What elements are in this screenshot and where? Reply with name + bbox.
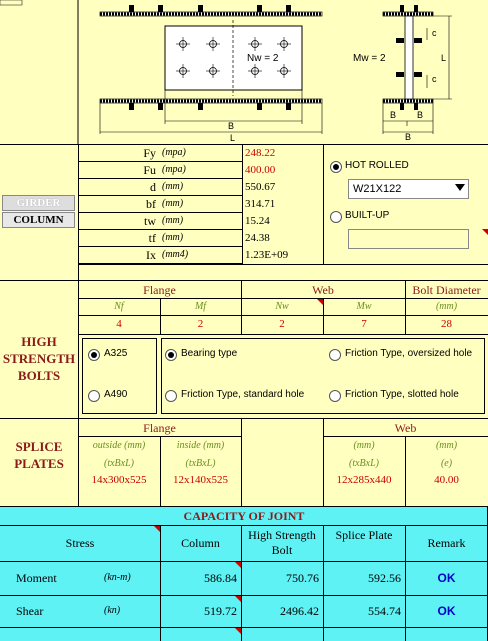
bolt-col-header: Mw — [356, 301, 372, 312]
bolt-col-header: Nw — [275, 301, 289, 312]
column-capacity: 519.72 — [204, 604, 237, 618]
bolt-capacity: 750.76 — [286, 571, 319, 585]
remark-header: Remark — [427, 536, 466, 550]
stress-name: Moment — [16, 571, 57, 585]
property-unit: (mm) — [162, 181, 184, 192]
svg-text:L: L — [441, 53, 447, 63]
bolt-header: High Strength Bolt — [248, 528, 316, 557]
property-value: 550.67 — [245, 181, 276, 193]
friction-standard-radio[interactable] — [165, 390, 177, 402]
web-txbxl: (txBxL) — [349, 458, 379, 469]
hot-rolled-radio[interactable] — [330, 161, 342, 173]
property-value: 314.71 — [245, 198, 276, 210]
girder-button[interactable]: GIRDER — [2, 195, 75, 211]
bolt-col-value[interactable]: 7 — [361, 318, 367, 330]
a490-label: A490 — [104, 389, 128, 400]
web-mm-header: (mm) — [353, 440, 375, 451]
plate-capacity: 554.74 — [368, 604, 401, 618]
friction-slotted-radio[interactable] — [329, 390, 341, 402]
bearing-type-label: Bearing type — [181, 348, 238, 359]
property-unit: (mpa) — [162, 164, 186, 175]
splice-elevation-diagram — [0, 0, 488, 144]
property-unit: (mm) — [162, 232, 184, 243]
friction-slotted-label: Friction Type, slotted hole — [345, 389, 459, 400]
property-value: 24.38 — [245, 232, 270, 244]
property-value[interactable]: 248.22 — [245, 147, 276, 159]
remark-status: OK — [437, 571, 456, 585]
property-name: Fu — [143, 163, 156, 177]
a325-radio[interactable] — [88, 349, 100, 361]
property-unit: (mm) — [162, 215, 184, 226]
outside-header: outside (mm) — [92, 440, 146, 451]
stress-unit: (kn-m) — [104, 572, 131, 583]
property-name: tf — [148, 231, 156, 245]
hot-rolled-label: HOT ROLLED — [345, 160, 409, 171]
column-header: Column — [181, 536, 220, 550]
built-up-radio[interactable] — [330, 211, 342, 223]
stress-name: Shear — [16, 604, 44, 618]
property-unit: (mpa) — [162, 147, 186, 158]
splice-web-header: Web — [394, 421, 417, 435]
web-e-value[interactable]: 40.00 — [434, 474, 459, 486]
stress-header: Stress — [65, 536, 95, 550]
plate-header: Splice Plate — [335, 528, 393, 542]
inside-header: inside (mm) — [176, 440, 225, 451]
column-capacity: 586.84 — [204, 571, 237, 585]
bolts-section-label: HIGH STRENGTH BOLTS — [2, 334, 76, 383]
friction-oversized-radio[interactable] — [329, 349, 341, 361]
remark-status: OK — [437, 604, 456, 618]
bolt-col-header: Mf — [194, 301, 207, 312]
bolts-web-header: Web — [312, 283, 334, 297]
svg-text:L: L — [230, 133, 236, 143]
property-value[interactable]: 400.00 — [245, 164, 276, 176]
property-value: 1.23E+09 — [245, 249, 289, 261]
property-name: d — [150, 180, 156, 194]
built-up-label: BUILT-UP — [345, 210, 390, 221]
bolt-diameter-header: Bolt Diameter — [412, 283, 481, 297]
svg-text:c: c — [432, 74, 437, 84]
bolt-col-value[interactable]: 28 — [441, 318, 452, 330]
bearing-type-radio[interactable] — [165, 349, 177, 361]
splice-section-label: SPLICE PLATES — [14, 439, 64, 471]
svg-text:c: c — [432, 28, 437, 38]
friction-oversized-label: Friction Type, oversized hole — [345, 348, 473, 359]
property-unit: (mm) — [162, 198, 184, 209]
svg-text:B: B — [417, 110, 424, 120]
bolt-col-value[interactable]: 4 — [116, 318, 122, 330]
splice-diagram-panel — [0, 0, 488, 144]
splice-flange-header: Flange — [143, 421, 176, 435]
property-name: bf — [146, 197, 156, 211]
svg-text:B: B — [390, 110, 397, 120]
web-e-label: (e) — [440, 458, 453, 469]
property-name: Fy — [143, 146, 156, 160]
property-value: 15.24 — [245, 215, 270, 227]
mw-label: Mw = 2 — [353, 53, 386, 64]
bolt-col-header: Nf — [114, 301, 124, 312]
built-up-input[interactable] — [348, 229, 469, 249]
chevron-down-icon[interactable] — [455, 184, 465, 191]
svg-text:B: B — [228, 121, 235, 131]
web-e-mm-header: (mm) — [435, 440, 458, 451]
stress-unit: (kn) — [104, 605, 121, 616]
nw-label: Nw = 2 — [247, 53, 279, 64]
a490-radio[interactable] — [88, 390, 100, 402]
inside-plate-value[interactable]: 12x140x525 — [173, 474, 228, 486]
section-dropdown-value: W21X122 — [353, 183, 402, 195]
inside-txbxl: (txBxL) — [185, 458, 216, 469]
outside-plate-value[interactable]: 14x300x525 — [91, 474, 147, 486]
bolt-capacity: 2496.42 — [280, 604, 319, 618]
section-dropdown[interactable] — [348, 179, 469, 199]
bolt-col-value[interactable]: 2 — [279, 318, 285, 330]
svg-text:B: B — [405, 132, 412, 142]
column-button[interactable]: COLUMN — [2, 212, 75, 228]
friction-standard-label: Friction Type, standard hole — [181, 389, 305, 400]
bolt-col-header: (mm) — [435, 301, 458, 312]
outside-txbxl: (txBxL) — [104, 458, 134, 469]
property-unit: (mm4) — [162, 249, 189, 260]
web-plate-value[interactable]: 12x285x440 — [336, 474, 392, 486]
capacity-title: CAPACITY OF JOINT — [183, 509, 305, 523]
a325-label: A325 — [104, 348, 128, 359]
property-name: Ix — [146, 248, 156, 262]
bolts-flange-header: Flange — [143, 283, 176, 297]
plate-capacity: 592.56 — [368, 571, 401, 585]
bolt-col-value[interactable]: 2 — [197, 318, 204, 330]
property-name: tw — [144, 214, 156, 228]
